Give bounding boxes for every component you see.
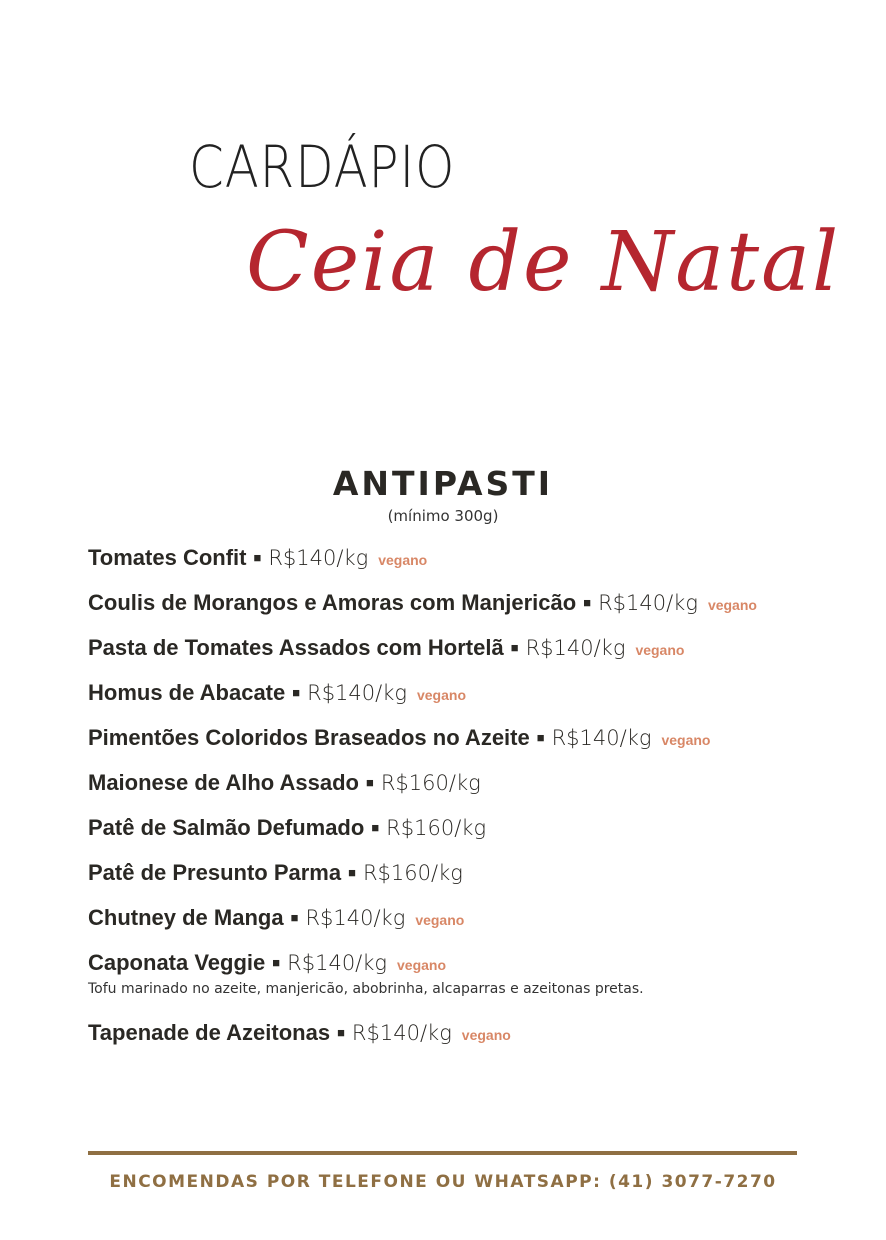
footer-contact: ENCOMENDAS POR TELEFONE OU WHATSAPP: (41) 3077-7270 [109, 1172, 777, 1192]
menu-item-line [88, 860, 868, 890]
menu-item-line [88, 590, 868, 620]
item-tag: vegano [397, 957, 447, 973]
page-title: CARDÁPIO [189, 133, 456, 201]
item-name: Tapenade de Azeitonas [88, 1020, 331, 1045]
menu-item-line [88, 680, 868, 710]
item-name: Maionese de Alho Assado [88, 770, 359, 795]
menu-list [88, 545, 868, 1065]
item-name: Chutney de Manga [88, 905, 284, 930]
bullet-icon: ■ [337, 1025, 345, 1040]
item-tag: vegano [416, 687, 466, 703]
menu-item-line [88, 545, 868, 575]
item-tag: vegano [661, 732, 711, 748]
item-price: R$160/kg [386, 816, 487, 840]
menu-item [88, 905, 868, 950]
item-price: R$160/kg [362, 861, 463, 885]
menu-item [88, 635, 868, 680]
bullet-icon: ■ [583, 595, 592, 610]
menu-item [88, 680, 868, 725]
menu-item-line [88, 950, 868, 980]
item-tag: vegano [707, 597, 757, 613]
bullet-icon: ■ [510, 640, 519, 655]
bullet-icon: ■ [365, 775, 374, 790]
item-price: R$140/kg [551, 726, 652, 750]
menu-item-line [88, 905, 868, 935]
item-tag: vegano [635, 642, 685, 658]
bullet-icon: ■ [292, 685, 301, 700]
item-price: R$140/kg [287, 951, 388, 975]
item-price: R$140/kg [305, 906, 406, 930]
bullet-icon: ■ [348, 865, 356, 880]
menu-item-line [88, 1020, 868, 1050]
page-subtitle: Ceia de Natal [246, 215, 841, 310]
menu-item [88, 1020, 868, 1065]
item-price: R$140/kg [598, 591, 698, 615]
menu-item [88, 545, 868, 590]
section-note: (mínimo 300g) [387, 507, 499, 525]
menu-item-line [88, 770, 868, 800]
menu-item-line [88, 635, 868, 665]
item-tag: vegano [378, 552, 428, 568]
item-price: R$140/kg [525, 636, 626, 660]
item-tag: vegano [415, 912, 465, 928]
bullet-icon: ■ [272, 955, 281, 970]
menu-item [88, 770, 868, 815]
bullet-icon: ■ [536, 730, 545, 745]
bullet-icon: ■ [371, 820, 380, 835]
item-name: Homus de Abacate [88, 680, 286, 705]
menu-item-line [88, 815, 868, 845]
item-name: Pimentões Coloridos Braseados no Azeite [88, 725, 530, 750]
item-price: R$140/kg [268, 546, 369, 570]
menu-item [88, 590, 868, 635]
item-price: R$160/kg [380, 771, 481, 795]
menu-item [88, 950, 868, 1020]
item-name: Tomates Confit [88, 545, 247, 570]
menu-item-line [88, 725, 868, 755]
item-price: R$140/kg [351, 1021, 452, 1045]
menu-item [88, 725, 868, 770]
menu-item [88, 860, 868, 905]
item-name: Patê de Presunto Parma [88, 860, 342, 885]
item-description: Tofu marinado no azeite, manjericão, abobrinha, alcaparras e azeitonas pretas. [88, 981, 644, 997]
item-name: Coulis de Morangos e Amoras com Manjericão [88, 590, 577, 615]
footer-divider [88, 1151, 797, 1155]
item-name: Patê de Salmão Defumado [88, 815, 365, 840]
item-price: R$140/kg [307, 681, 407, 705]
item-tag: vegano [461, 1027, 511, 1043]
item-name: Caponata Veggie [88, 950, 266, 975]
bullet-icon: ■ [290, 910, 299, 925]
section-title: ANTIPASTI [332, 464, 554, 503]
bullet-icon: ■ [253, 550, 262, 565]
item-name: Pasta de Tomates Assados com Hortelã [88, 635, 504, 660]
menu-item [88, 815, 868, 860]
